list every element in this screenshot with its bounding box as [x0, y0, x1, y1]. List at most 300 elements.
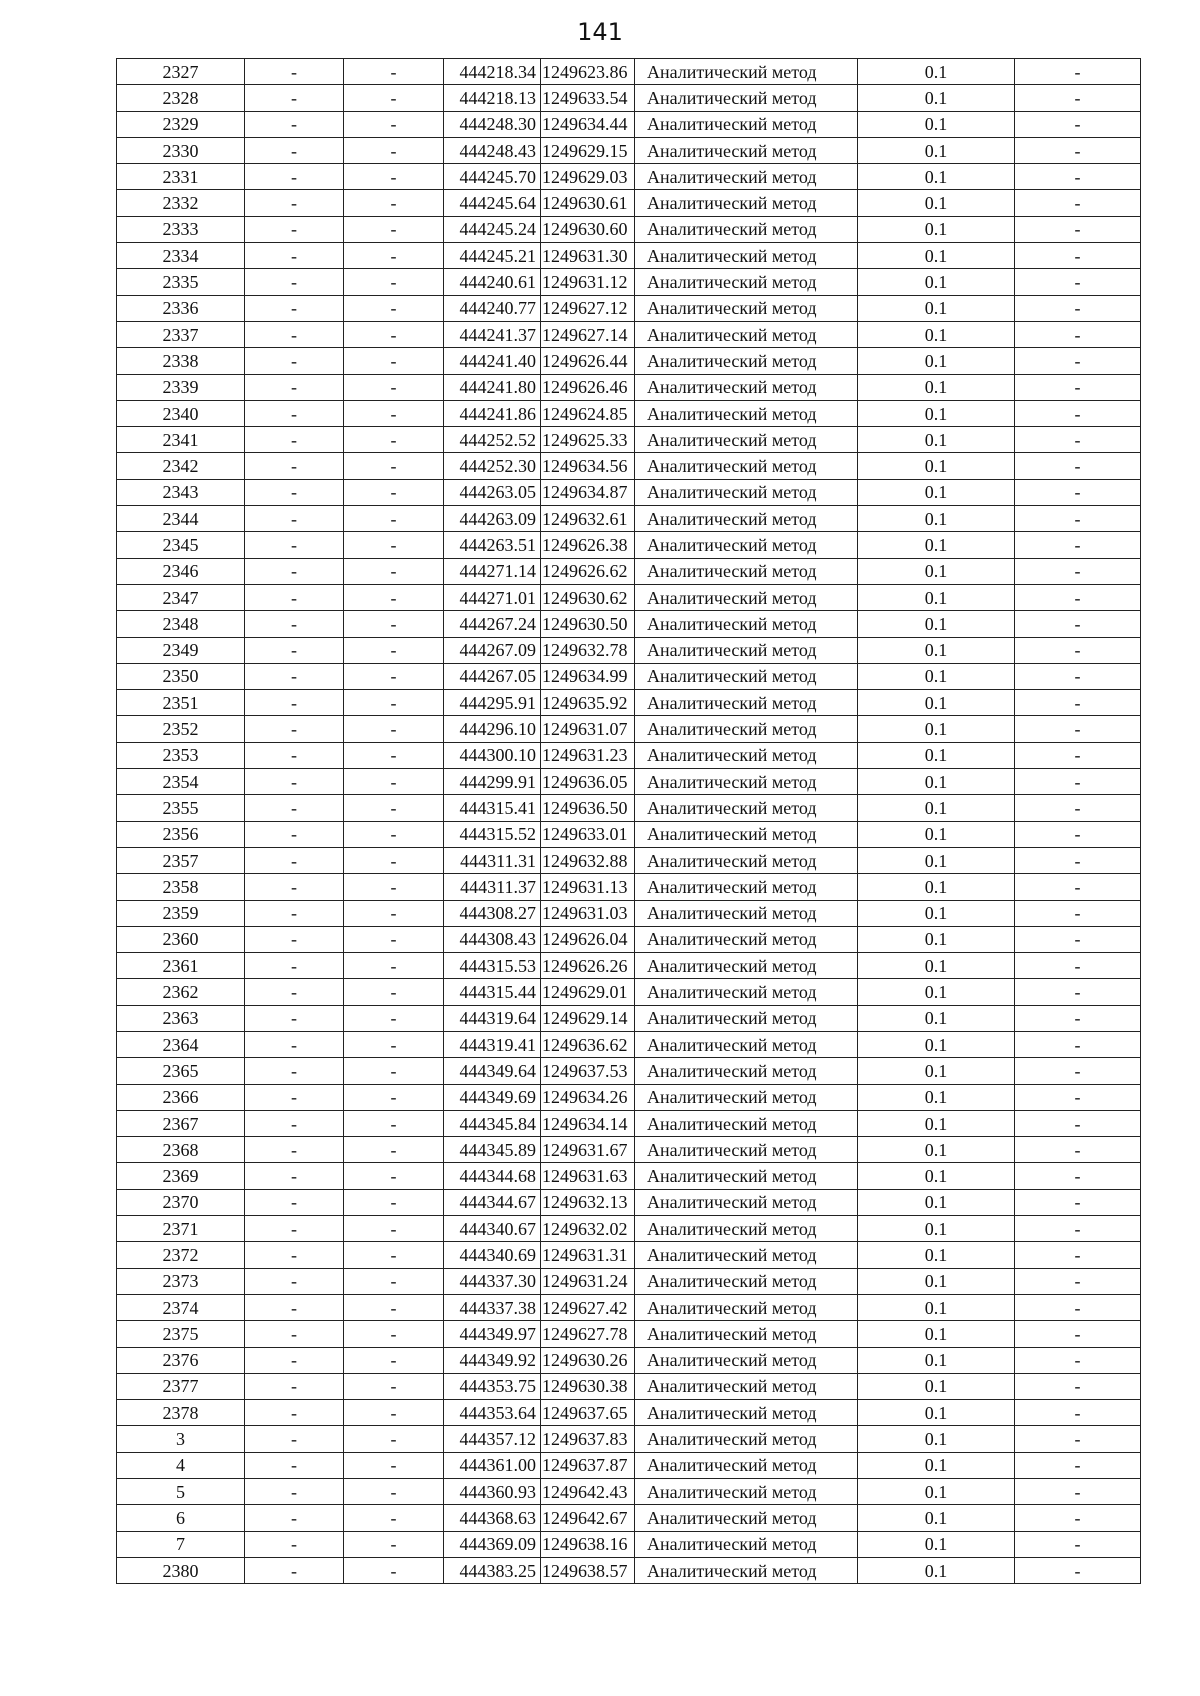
cell-dash-2: - — [344, 874, 444, 900]
point-number: 2370 — [117, 1189, 245, 1215]
coord-x: 444340.67 — [444, 1216, 541, 1242]
cell-dash-1: - — [245, 59, 344, 85]
accuracy: 0.1 — [858, 716, 1015, 742]
method: Аналитический метод — [635, 1110, 858, 1136]
cell-dash-2: - — [344, 821, 444, 847]
coord-y: 1249629.03 — [541, 164, 635, 190]
coord-x: 444252.52 — [444, 427, 541, 453]
point-number: 2352 — [117, 716, 245, 742]
accuracy: 0.1 — [858, 164, 1015, 190]
method: Аналитический метод — [635, 479, 858, 505]
table-row — [117, 900, 1141, 926]
method: Аналитический метод — [635, 663, 858, 689]
table-row — [117, 59, 1141, 85]
accuracy: 0.1 — [858, 1321, 1015, 1347]
cell-dash-3: - — [1015, 164, 1141, 190]
cell-dash-1: - — [245, 374, 344, 400]
cell-dash-3: - — [1015, 295, 1141, 321]
coord-x: 444349.92 — [444, 1347, 541, 1373]
point-number: 2341 — [117, 427, 245, 453]
method: Аналитический метод — [635, 269, 858, 295]
cell-dash-1: - — [245, 295, 344, 321]
cell-dash-3: - — [1015, 1426, 1141, 1452]
cell-dash-2: - — [344, 1031, 444, 1057]
method: Аналитический метод — [635, 216, 858, 242]
cell-dash-3: - — [1015, 532, 1141, 558]
coord-y: 1249635.92 — [541, 690, 635, 716]
method: Аналитический метод — [635, 532, 858, 558]
point-number: 2358 — [117, 874, 245, 900]
table-row — [117, 1347, 1141, 1373]
coord-y: 1249626.62 — [541, 558, 635, 584]
coord-y: 1249631.24 — [541, 1268, 635, 1294]
cell-dash-3: - — [1015, 926, 1141, 952]
point-number: 2365 — [117, 1058, 245, 1084]
point-number: 2351 — [117, 690, 245, 716]
cell-dash-2: - — [344, 321, 444, 347]
accuracy: 0.1 — [858, 1137, 1015, 1163]
coord-x: 444349.64 — [444, 1058, 541, 1084]
cell-dash-2: - — [344, 1242, 444, 1268]
cell-dash-3: - — [1015, 59, 1141, 85]
cell-dash-1: - — [245, 1058, 344, 1084]
cell-dash-1: - — [245, 1189, 344, 1215]
cell-dash-1: - — [245, 243, 344, 269]
accuracy: 0.1 — [858, 1373, 1015, 1399]
cell-dash-2: - — [344, 716, 444, 742]
method: Аналитический метод — [635, 953, 858, 979]
method: Аналитический метод — [635, 374, 858, 400]
coord-x: 444241.37 — [444, 321, 541, 347]
cell-dash-3: - — [1015, 506, 1141, 532]
cell-dash-3: - — [1015, 321, 1141, 347]
method: Аналитический метод — [635, 137, 858, 163]
method: Аналитический метод — [635, 979, 858, 1005]
cell-dash-3: - — [1015, 716, 1141, 742]
cell-dash-2: - — [344, 453, 444, 479]
accuracy: 0.1 — [858, 1505, 1015, 1531]
point-number: 2377 — [117, 1373, 245, 1399]
cell-dash-2: - — [344, 742, 444, 768]
method: Аналитический метод — [635, 1557, 858, 1583]
cell-dash-1: - — [245, 1505, 344, 1531]
table-row — [117, 243, 1141, 269]
table-row — [117, 1242, 1141, 1268]
coord-x: 444295.91 — [444, 690, 541, 716]
table-row — [117, 1557, 1141, 1583]
method: Аналитический метод — [635, 506, 858, 532]
coord-x: 444267.24 — [444, 611, 541, 637]
method: Аналитический метод — [635, 1163, 858, 1189]
accuracy: 0.1 — [858, 1216, 1015, 1242]
cell-dash-2: - — [344, 1505, 444, 1531]
method: Аналитический метод — [635, 611, 858, 637]
accuracy: 0.1 — [858, 427, 1015, 453]
point-number: 2328 — [117, 85, 245, 111]
table-row — [117, 1031, 1141, 1057]
point-number: 2369 — [117, 1163, 245, 1189]
table-row — [117, 821, 1141, 847]
coord-x: 444271.14 — [444, 558, 541, 584]
cell-dash-2: - — [344, 611, 444, 637]
cell-dash-2: - — [344, 1400, 444, 1426]
cell-dash-3: - — [1015, 348, 1141, 374]
method: Аналитический метод — [635, 321, 858, 347]
cell-dash-2: - — [344, 663, 444, 689]
method: Аналитический метод — [635, 1400, 858, 1426]
coord-x: 444361.00 — [444, 1452, 541, 1478]
table-row — [117, 348, 1141, 374]
cell-dash-1: - — [245, 795, 344, 821]
point-number: 2332 — [117, 190, 245, 216]
point-number: 3 — [117, 1426, 245, 1452]
accuracy: 0.1 — [858, 795, 1015, 821]
cell-dash-3: - — [1015, 1137, 1141, 1163]
point-number: 2346 — [117, 558, 245, 584]
cell-dash-3: - — [1015, 1400, 1141, 1426]
cell-dash-3: - — [1015, 1110, 1141, 1136]
cell-dash-3: - — [1015, 1163, 1141, 1189]
cell-dash-2: - — [344, 1557, 444, 1583]
cell-dash-3: - — [1015, 558, 1141, 584]
cell-dash-3: - — [1015, 216, 1141, 242]
table-row — [117, 584, 1141, 610]
cell-dash-2: - — [344, 348, 444, 374]
accuracy: 0.1 — [858, 637, 1015, 663]
cell-dash-1: - — [245, 532, 344, 558]
coord-y: 1249630.50 — [541, 611, 635, 637]
method: Аналитический метод — [635, 295, 858, 321]
accuracy: 0.1 — [858, 979, 1015, 1005]
cell-dash-3: - — [1015, 85, 1141, 111]
cell-dash-3: - — [1015, 111, 1141, 137]
accuracy: 0.1 — [858, 111, 1015, 137]
cell-dash-3: - — [1015, 1531, 1141, 1557]
coord-x: 444296.10 — [444, 716, 541, 742]
accuracy: 0.1 — [858, 584, 1015, 610]
point-number: 4 — [117, 1452, 245, 1478]
point-number: 2354 — [117, 769, 245, 795]
coord-y: 1249626.04 — [541, 926, 635, 952]
point-number: 7 — [117, 1531, 245, 1557]
cell-dash-2: - — [344, 164, 444, 190]
table-row — [117, 558, 1141, 584]
cell-dash-1: - — [245, 137, 344, 163]
coord-y: 1249642.43 — [541, 1479, 635, 1505]
point-number: 2362 — [117, 979, 245, 1005]
cell-dash-1: - — [245, 506, 344, 532]
cell-dash-1: - — [245, 1216, 344, 1242]
table-row — [117, 953, 1141, 979]
cell-dash-1: - — [245, 1005, 344, 1031]
accuracy: 0.1 — [858, 321, 1015, 347]
cell-dash-2: - — [344, 795, 444, 821]
coord-y: 1249634.26 — [541, 1084, 635, 1110]
table-row — [117, 1505, 1141, 1531]
table-row — [117, 663, 1141, 689]
table-row — [117, 1294, 1141, 1320]
accuracy: 0.1 — [858, 900, 1015, 926]
coord-x: 444311.37 — [444, 874, 541, 900]
cell-dash-1: - — [245, 1268, 344, 1294]
coord-y: 1249631.67 — [541, 1137, 635, 1163]
accuracy: 0.1 — [858, 690, 1015, 716]
cell-dash-2: - — [344, 216, 444, 242]
coord-y: 1249632.61 — [541, 506, 635, 532]
table-row — [117, 1373, 1141, 1399]
table-row — [117, 1268, 1141, 1294]
cell-dash-2: - — [344, 1531, 444, 1557]
coord-x: 444311.31 — [444, 847, 541, 873]
cell-dash-2: - — [344, 953, 444, 979]
coord-y: 1249636.62 — [541, 1031, 635, 1057]
cell-dash-3: - — [1015, 1242, 1141, 1268]
method: Аналитический метод — [635, 1084, 858, 1110]
coord-x: 444267.09 — [444, 637, 541, 663]
coord-y: 1249631.03 — [541, 900, 635, 926]
coord-x: 444299.91 — [444, 769, 541, 795]
cell-dash-3: - — [1015, 190, 1141, 216]
coord-x: 444315.52 — [444, 821, 541, 847]
cell-dash-1: - — [245, 584, 344, 610]
cell-dash-1: - — [245, 663, 344, 689]
table-row — [117, 769, 1141, 795]
point-number: 2334 — [117, 243, 245, 269]
cell-dash-2: - — [344, 558, 444, 584]
cell-dash-1: - — [245, 1294, 344, 1320]
cell-dash-2: - — [344, 295, 444, 321]
coord-y: 1249627.42 — [541, 1294, 635, 1320]
cell-dash-2: - — [344, 374, 444, 400]
method: Аналитический метод — [635, 742, 858, 768]
method: Аналитический метод — [635, 821, 858, 847]
cell-dash-2: - — [344, 1110, 444, 1136]
coord-y: 1249627.14 — [541, 321, 635, 347]
point-number: 2345 — [117, 532, 245, 558]
method: Аналитический метод — [635, 769, 858, 795]
coord-x: 444315.41 — [444, 795, 541, 821]
coord-y: 1249632.13 — [541, 1189, 635, 1215]
cell-dash-3: - — [1015, 1268, 1141, 1294]
method: Аналитический метод — [635, 1452, 858, 1478]
cell-dash-1: - — [245, 690, 344, 716]
table-row — [117, 85, 1141, 111]
cell-dash-2: - — [344, 137, 444, 163]
method: Аналитический метод — [635, 1321, 858, 1347]
method: Аналитический метод — [635, 874, 858, 900]
accuracy: 0.1 — [858, 1084, 1015, 1110]
method: Аналитический метод — [635, 1005, 858, 1031]
coord-x: 444245.21 — [444, 243, 541, 269]
cell-dash-3: - — [1015, 1031, 1141, 1057]
cell-dash-2: - — [344, 479, 444, 505]
coord-x: 444353.64 — [444, 1400, 541, 1426]
cell-dash-1: - — [245, 1479, 344, 1505]
cell-dash-2: - — [344, 427, 444, 453]
coord-x: 444315.44 — [444, 979, 541, 1005]
cell-dash-1: - — [245, 1452, 344, 1478]
cell-dash-3: - — [1015, 243, 1141, 269]
point-number: 2331 — [117, 164, 245, 190]
accuracy: 0.1 — [858, 1400, 1015, 1426]
cell-dash-1: - — [245, 111, 344, 137]
accuracy: 0.1 — [858, 1426, 1015, 1452]
coord-x: 444344.67 — [444, 1189, 541, 1215]
cell-dash-1: - — [245, 821, 344, 847]
point-number: 2329 — [117, 111, 245, 137]
table-row — [117, 1005, 1141, 1031]
cell-dash-2: - — [344, 190, 444, 216]
coord-x: 444349.97 — [444, 1321, 541, 1347]
table-row — [117, 716, 1141, 742]
cell-dash-3: - — [1015, 847, 1141, 873]
point-number: 2350 — [117, 663, 245, 689]
point-number: 2373 — [117, 1268, 245, 1294]
accuracy: 0.1 — [858, 479, 1015, 505]
cell-dash-2: - — [344, 926, 444, 952]
cell-dash-1: - — [245, 1373, 344, 1399]
coord-y: 1249638.57 — [541, 1557, 635, 1583]
method: Аналитический метод — [635, 1347, 858, 1373]
cell-dash-2: - — [344, 1268, 444, 1294]
cell-dash-2: - — [344, 1216, 444, 1242]
coord-y: 1249630.62 — [541, 584, 635, 610]
cell-dash-2: - — [344, 1373, 444, 1399]
cell-dash-2: - — [344, 1479, 444, 1505]
cell-dash-2: - — [344, 111, 444, 137]
cell-dash-3: - — [1015, 1479, 1141, 1505]
table-row — [117, 532, 1141, 558]
coord-y: 1249631.63 — [541, 1163, 635, 1189]
point-number: 2355 — [117, 795, 245, 821]
accuracy: 0.1 — [858, 742, 1015, 768]
accuracy: 0.1 — [858, 269, 1015, 295]
accuracy: 0.1 — [858, 1163, 1015, 1189]
cell-dash-2: - — [344, 1084, 444, 1110]
cell-dash-2: - — [344, 532, 444, 558]
cell-dash-1: - — [245, 558, 344, 584]
method: Аналитический метод — [635, 926, 858, 952]
coord-y: 1249636.05 — [541, 769, 635, 795]
accuracy: 0.1 — [858, 1557, 1015, 1583]
cell-dash-1: - — [245, 190, 344, 216]
coord-x: 444271.01 — [444, 584, 541, 610]
point-number: 2343 — [117, 479, 245, 505]
cell-dash-1: - — [245, 479, 344, 505]
accuracy: 0.1 — [858, 1242, 1015, 1268]
cell-dash-1: - — [245, 85, 344, 111]
table-row — [117, 979, 1141, 1005]
coord-y: 1249626.26 — [541, 953, 635, 979]
coord-y: 1249629.14 — [541, 1005, 635, 1031]
table-row — [117, 742, 1141, 768]
coord-x: 444353.75 — [444, 1373, 541, 1399]
cell-dash-1: - — [245, 637, 344, 663]
cell-dash-3: - — [1015, 795, 1141, 821]
point-number: 2380 — [117, 1557, 245, 1583]
table-row — [117, 1321, 1141, 1347]
cell-dash-1: - — [245, 1084, 344, 1110]
cell-dash-1: - — [245, 269, 344, 295]
coord-x: 444267.05 — [444, 663, 541, 689]
table-row — [117, 1400, 1141, 1426]
cell-dash-1: - — [245, 427, 344, 453]
point-number: 2333 — [117, 216, 245, 242]
coord-y: 1249624.85 — [541, 400, 635, 426]
table-row — [117, 611, 1141, 637]
cell-dash-1: - — [245, 348, 344, 374]
coord-y: 1249623.86 — [541, 59, 635, 85]
table-row — [117, 453, 1141, 479]
cell-dash-1: - — [245, 1400, 344, 1426]
coord-x: 444337.38 — [444, 1294, 541, 1320]
method: Аналитический метод — [635, 1373, 858, 1399]
coord-x: 444383.25 — [444, 1557, 541, 1583]
cell-dash-3: - — [1015, 637, 1141, 663]
coord-x: 444345.84 — [444, 1110, 541, 1136]
method: Аналитический метод — [635, 584, 858, 610]
coord-x: 444369.09 — [444, 1531, 541, 1557]
point-number: 2336 — [117, 295, 245, 321]
cell-dash-2: - — [344, 900, 444, 926]
accuracy: 0.1 — [858, 85, 1015, 111]
cell-dash-1: - — [245, 453, 344, 479]
cell-dash-3: - — [1015, 690, 1141, 716]
table-row — [117, 164, 1141, 190]
coord-x: 444308.27 — [444, 900, 541, 926]
point-number: 2327 — [117, 59, 245, 85]
cell-dash-3: - — [1015, 453, 1141, 479]
cell-dash-3: - — [1015, 427, 1141, 453]
cell-dash-1: - — [245, 1031, 344, 1057]
cell-dash-1: - — [245, 321, 344, 347]
cell-dash-1: - — [245, 1242, 344, 1268]
method: Аналитический метод — [635, 847, 858, 873]
point-number: 2339 — [117, 374, 245, 400]
method: Аналитический метод — [635, 1479, 858, 1505]
method: Аналитический метод — [635, 795, 858, 821]
coord-x: 444241.40 — [444, 348, 541, 374]
accuracy: 0.1 — [858, 216, 1015, 242]
cell-dash-2: - — [344, 979, 444, 1005]
table-row — [117, 690, 1141, 716]
point-number: 2360 — [117, 926, 245, 952]
accuracy: 0.1 — [858, 295, 1015, 321]
cell-dash-3: - — [1015, 1347, 1141, 1373]
coord-y: 1249636.50 — [541, 795, 635, 821]
coord-x: 444245.70 — [444, 164, 541, 190]
coord-y: 1249630.38 — [541, 1373, 635, 1399]
coord-x: 444240.61 — [444, 269, 541, 295]
point-number: 2363 — [117, 1005, 245, 1031]
table-row — [117, 506, 1141, 532]
cell-dash-3: - — [1015, 1058, 1141, 1084]
coord-x: 444263.05 — [444, 479, 541, 505]
table-row — [117, 795, 1141, 821]
accuracy: 0.1 — [858, 1005, 1015, 1031]
coord-y: 1249637.87 — [541, 1452, 635, 1478]
cell-dash-2: - — [344, 769, 444, 795]
accuracy: 0.1 — [858, 847, 1015, 873]
method: Аналитический метод — [635, 1294, 858, 1320]
cell-dash-2: - — [344, 1137, 444, 1163]
coordinates-table — [116, 58, 1141, 1584]
cell-dash-3: - — [1015, 584, 1141, 610]
table-row — [117, 295, 1141, 321]
cell-dash-3: - — [1015, 1505, 1141, 1531]
method: Аналитический метод — [635, 164, 858, 190]
coord-y: 1249634.99 — [541, 663, 635, 689]
